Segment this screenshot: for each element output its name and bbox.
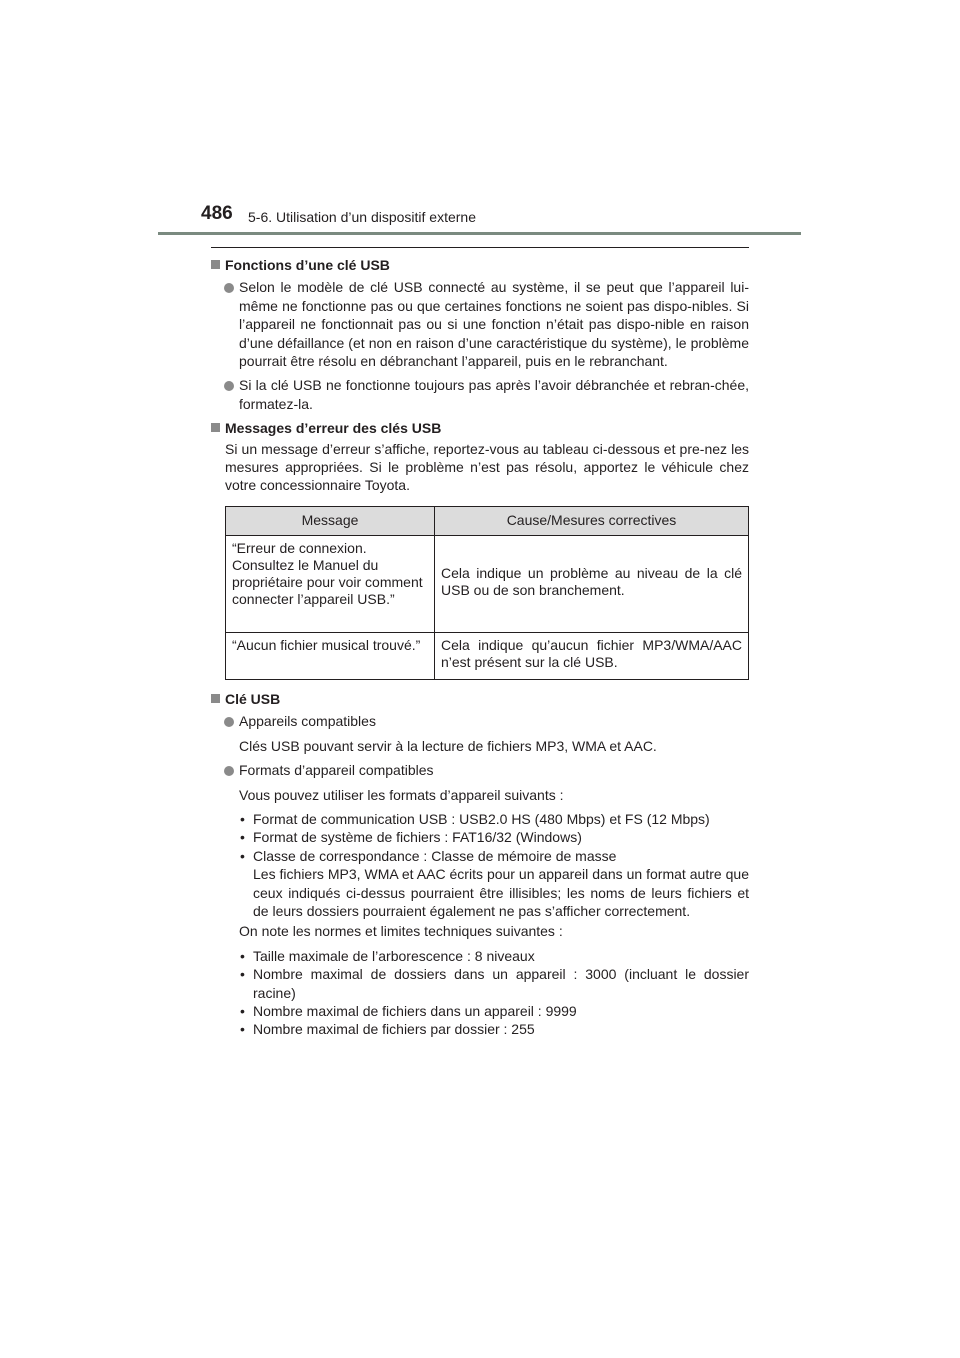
page-number: 486 <box>201 203 233 224</box>
list-item: • Format de communication USB : USB2.0 HS (480 Mbps) et FS (12 Mbps) <box>240 810 710 827</box>
section-heading-usb-key: Clé USB <box>211 690 749 708</box>
table-header-message: Message <box>226 506 435 535</box>
table-header-row <box>226 506 749 535</box>
table-cell-cause: Cela indique un problème au niveau de la clé USB ou de son branchement. <box>435 535 749 632</box>
bullet-item: Appareils compatibles <box>211 712 749 730</box>
list-item: • Classe de correspondance : Classe de mémoire de masse <box>240 847 617 864</box>
square-bullet-icon <box>211 694 220 703</box>
table-row <box>226 632 749 679</box>
list-item: • Taille maximale de l’arborescence : 8 niveaux <box>240 947 535 964</box>
list-item: • Nombre maximal de fichiers par dossier : 255 <box>240 1021 535 1038</box>
table-cell-cause: Cela indique qu’aucun fichier MP3/WMA/AAC n’est présent sur la clé USB. <box>435 632 749 679</box>
round-bullet-icon <box>224 381 234 391</box>
table-header-cause: Cause/Mesures correctives <box>435 506 749 535</box>
error-messages-table <box>225 506 749 680</box>
square-bullet-icon <box>211 423 220 432</box>
section-heading-functions: Fonctions d’une clé USB <box>211 256 749 274</box>
chapter-title: 5-6. Utilisation d’un dispositif externe <box>248 209 477 225</box>
compatible-formats-intro: Vous pouvez utiliser les formats d’appareil suivants : <box>239 786 564 803</box>
list-item: • Nombre maximal de dossiers dans un appareil : 3000 (incluant le dossier racine) <box>240 966 749 1001</box>
compatible-devices-text: Clés USB pouvant servir à la lecture de fichiers MP3, WMA et AAC. <box>239 737 657 754</box>
bullet-item: Formats d’appareil compatibles <box>211 761 749 779</box>
header-rule <box>158 232 801 235</box>
section-heading-errors: Messages d’erreur des clés USB <box>211 419 749 437</box>
format-note: Les fichiers MP3, WMA et AAC écrits pour un appareil dans un format autre que ceux indiqués ci-dessus pourraient être illisibles; les noms de leurs fichiers et de leurs dossiers pourraient également ne pas s’afficher correctement. <box>253 866 749 919</box>
bullet-item: Selon le modèle de clé USB connecté au système, il se peut que l’appareil lui-même ne fonctionne pas ou que certaines fonctions ne soient pas dispo-nibles. Si l’appareil ne fonctionnait pas ou si une fonction n’était pas dispo-nible en raison d’une défaillance (et non en raison d’une caractéristique du système), le problème pourrait être résolu en débranchant l’appareil, puis en le rebranchant. <box>211 278 749 370</box>
limits-intro: On note les normes et limites techniques suivantes : <box>239 923 563 940</box>
bullet-item: Si la clé USB ne fonctionne toujours pas après l’avoir débranchée et rebran-chée, formatez-la. <box>211 376 749 413</box>
page-content <box>211 256 749 1039</box>
table-cell-message: “Erreur de connexion. Consultez le Manuel du propriétaire pour voir comment connecter l’appareil USB.” <box>226 535 435 632</box>
table-cell-message: “Aucun fichier musical trouvé.” <box>226 632 435 679</box>
round-bullet-icon <box>224 283 234 293</box>
table-row <box>226 535 749 632</box>
round-bullet-icon <box>224 766 234 776</box>
page-header <box>158 203 801 239</box>
square-bullet-icon <box>211 260 220 269</box>
section-top-rule <box>211 247 749 248</box>
round-bullet-icon <box>224 717 234 727</box>
list-item: • Format de système de fichiers : FAT16/32 (Windows) <box>240 829 582 846</box>
errors-intro: Si un message d’erreur s’affiche, reportez-vous au tableau ci-dessous et pre-nez les mesures appropriées. Si le problème n’est pas résolu, apportez le véhicule chez votre concessionnaire Toyota. <box>225 440 749 494</box>
list-item: • Nombre maximal de fichiers dans un appareil : 9999 <box>240 1002 577 1019</box>
